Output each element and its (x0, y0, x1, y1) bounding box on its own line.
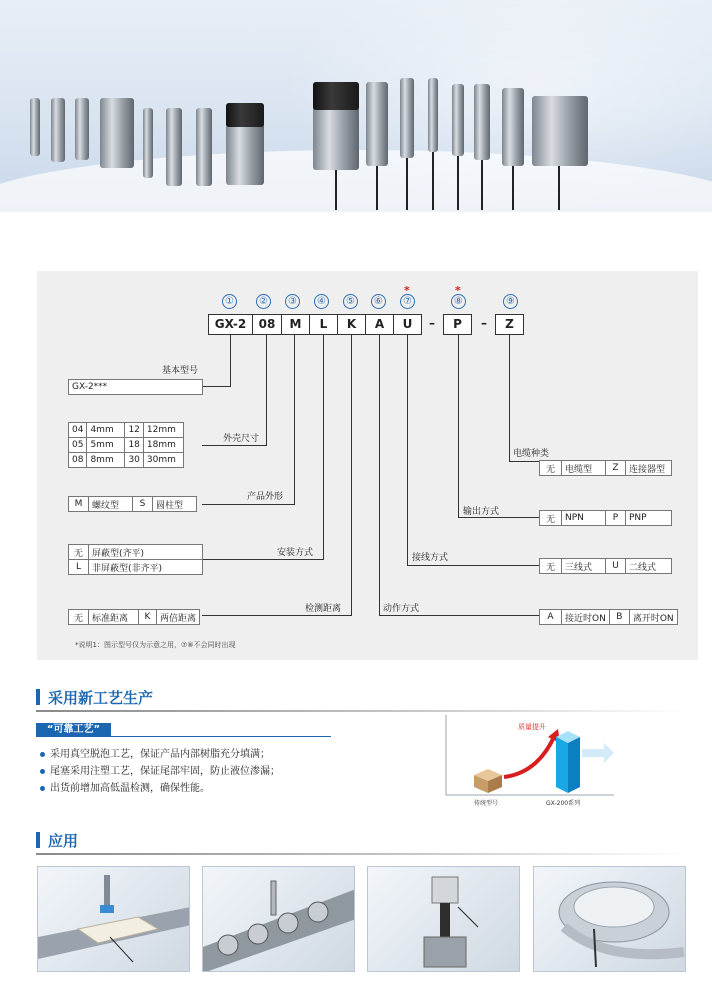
traditional-label: 传统型号 (474, 800, 499, 807)
base-table (68, 379, 203, 395)
code-box: Z (495, 314, 524, 335)
code-box: L (309, 314, 338, 335)
sensor-image (474, 84, 490, 160)
quality-improvement-chart (442, 715, 614, 810)
diagram-note: *说明1：图示型号仅为示意之用，⑦⑧不会同时出现 (75, 641, 236, 649)
code-dash: – (429, 316, 435, 330)
action-title: 动作方式 (383, 604, 420, 614)
code-index: ④ (314, 294, 329, 309)
code-index: ⑨ (503, 294, 518, 309)
cable-table: 无 电缆型 Z 连接器型 (539, 460, 672, 476)
quality-arrow-label: 质量提升 (518, 723, 546, 731)
product-banner (0, 0, 712, 212)
code-index: ② (256, 294, 271, 309)
star-mark: * (404, 284, 410, 297)
sensor-image (502, 88, 524, 166)
reliable-process-badge: “可靠工艺” (36, 723, 111, 737)
code-index: ③ (285, 294, 300, 309)
size-table: 04 4mm 12 12mm 05 5mm 18 18mm 08 8mm 30 30mm (68, 422, 184, 468)
code-dash: – (481, 316, 487, 330)
code-box: P (443, 314, 472, 335)
mount-title: 安装方式 (277, 548, 314, 558)
application-image (533, 866, 686, 972)
code-index: ⑧ (451, 294, 466, 309)
output-table: 无 NPN P PNP (539, 510, 672, 526)
wiring-table: 无 三线式 U 二线式 (539, 558, 672, 574)
action-table: A 接近时ON B 离开时ON (539, 609, 678, 625)
base-title: 基本型号 (162, 366, 199, 376)
application-image (202, 866, 355, 972)
code-box: M (281, 314, 310, 335)
sensor-image (30, 98, 40, 156)
output-title: 输出方式 (463, 507, 500, 517)
sensor-image (196, 108, 212, 186)
cable-title: 电缆种类 (513, 449, 550, 459)
sensor-image (532, 96, 588, 166)
code-box: 08 (252, 314, 282, 335)
star-mark: * (455, 284, 461, 297)
distance-table: 无 标准距离 K 两倍距离 (68, 609, 200, 625)
sensor-image (100, 98, 134, 168)
list-item: 出货前增加高低温检测，确保性能。 (38, 780, 280, 797)
code-box: K (337, 314, 366, 335)
distance-title: 检测距离 (305, 604, 342, 614)
code-box: A (365, 314, 394, 335)
list-item: 尾塞采用注塑工艺，保证尾部牢固，防止液位渗漏； (38, 763, 280, 780)
application-image (37, 866, 190, 972)
gx200-label: GX-200系列 (546, 800, 581, 807)
sensor-image (51, 98, 65, 162)
sensor-image (366, 82, 388, 166)
code-box: GX-2 (208, 314, 253, 335)
wiring-title: 接线方式 (412, 553, 449, 563)
sensor-image (166, 108, 182, 186)
size-title: 外壳尺寸 (223, 434, 260, 444)
code-index: ⑤ (343, 294, 358, 309)
sensor-image (75, 98, 89, 160)
sensor-image (400, 78, 414, 158)
code-index: ① (222, 294, 237, 309)
process-bullet-list (38, 746, 280, 797)
sensor-image (226, 103, 264, 127)
sensor-image (313, 82, 359, 110)
mount-table: 无 屏蔽型(齐平) L 非屏蔽型(非齐平) (68, 544, 203, 575)
shape-title: 产品外形 (247, 492, 284, 502)
code-box: U (393, 314, 422, 335)
sensor-image (143, 108, 153, 178)
code-index: ⑦ (400, 294, 415, 309)
application-image (367, 866, 520, 972)
base-value: GX-2*** (69, 380, 203, 395)
list-item: 采用真空脱泡工艺，保证产品内部树脂充分填满； (38, 746, 280, 763)
code-index: ⑥ (371, 294, 386, 309)
shape-table: M 螺纹型 S 圆柱型 (68, 496, 197, 512)
sensor-image (428, 78, 438, 152)
sensor-image (452, 84, 464, 156)
model-code-diagram (37, 271, 698, 660)
